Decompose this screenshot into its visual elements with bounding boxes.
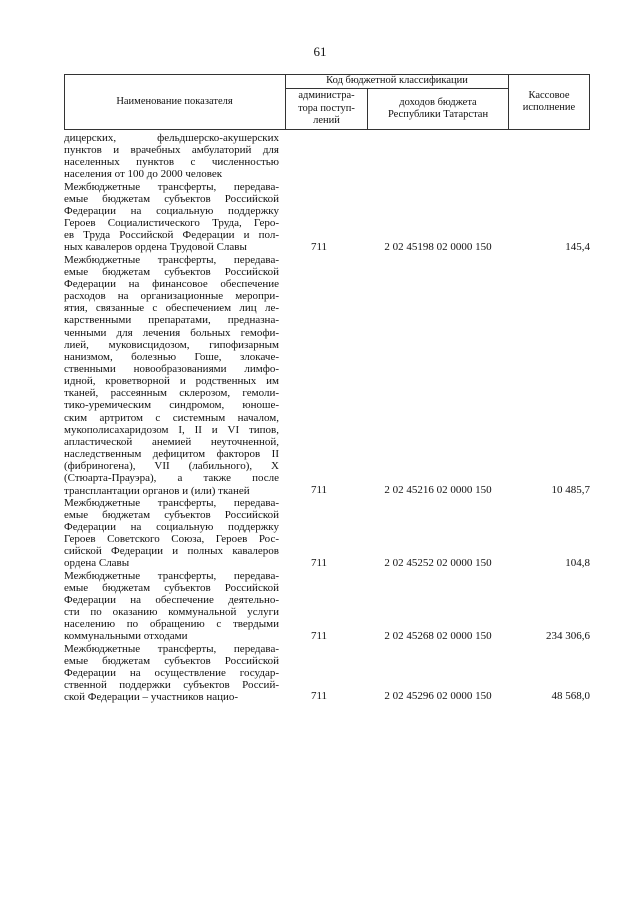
indicator-name-line: ченными для лечения больных гемофи- <box>64 326 279 339</box>
row-codes <box>64 629 590 643</box>
indicator-name-line: Межбюджетные трансферты, передава- <box>64 642 279 655</box>
table-row <box>64 570 590 643</box>
indicator-name-line: емые бюджетам субъектов Российской <box>64 192 279 205</box>
indicator-name-line: Федерации на финансовое обеспечение <box>64 277 279 290</box>
cash-execution: 145,4 <box>565 240 590 253</box>
row-codes <box>64 556 590 570</box>
indicator-name-line: трансплантации органов и (или) тканей <box>64 484 250 497</box>
table-header <box>64 74 590 130</box>
admin-code: 711 <box>310 483 328 496</box>
indicator-name-line: Федерации на социальную поддержку <box>64 521 279 533</box>
indicator-name-line: Межбюджетные трансферты, передава- <box>64 569 279 582</box>
indicator-name-line: Федерации на обеспечение деятельно- <box>64 593 279 606</box>
table-row <box>64 181 590 254</box>
indicator-name-line: Героев Советского Союза, Героев Рос- <box>64 533 279 546</box>
header-budget-code: Код бюджетной классификации <box>326 74 468 86</box>
indicator-name-line: емые бюджетам субъектов Российской <box>64 581 279 594</box>
indicator-name <box>64 254 279 497</box>
income-code: 2 02 45268 02 0000 150 <box>384 629 492 642</box>
row-codes <box>64 240 590 254</box>
indicator-name-line: ским артритом с системным началом, <box>64 411 279 424</box>
indicator-name-line: ордена Славы <box>64 557 130 570</box>
indicator-name-line: населения от 100 до 2000 человек <box>64 168 223 181</box>
row-codes <box>64 167 590 181</box>
page-number: 61 <box>313 44 327 59</box>
indicator-name-line: ных кавалеров ордена Трудовой Славы <box>64 241 247 254</box>
header-income <box>368 89 508 129</box>
indicator-name-line: (фибриногена), VII (лабильного), X <box>64 460 279 473</box>
table-row <box>64 132 590 181</box>
indicator-name-line: емые бюджетам субъектов Российской <box>64 508 279 521</box>
indicator-name-line: Межбюджетные трансферты, передава- <box>64 180 279 193</box>
table-row <box>64 497 590 570</box>
indicator-name-line: лией, муковисцидозом, гипофизарным <box>64 338 279 351</box>
indicator-name-line: емые бюджетам субъектов Российской <box>64 265 279 278</box>
header-line: лений <box>313 115 340 127</box>
indicator-name-line: дицерских, фельдшерско-акушерских <box>64 132 279 144</box>
indicator-name-line: Межбюджетные трансферты, передава- <box>64 253 279 266</box>
indicator-name-line: тико-уремическим синдромом, юноше- <box>64 399 279 412</box>
indicator-name-line: карственными препаратами, предназна- <box>64 314 279 327</box>
indicator-name-line: Федерации на социальную поддержку <box>64 204 279 217</box>
header-line: Республики Татарстан <box>387 109 489 120</box>
indicator-name-line: ской Федерации – участников нацио- <box>64 691 239 704</box>
income-code: 2 02 45296 02 0000 150 <box>384 690 492 703</box>
indicator-name-line: (Стюарта-Прауэра), а также после <box>64 472 279 485</box>
header-line: администра- <box>298 90 355 102</box>
indicator-name-line: коммунальными отходами <box>64 630 188 643</box>
indicator-name-line: населенных пунктов с численностью <box>64 156 279 169</box>
admin-code: 711 <box>310 556 328 569</box>
indicator-name-line: емые бюджетам субъектов Российской <box>64 654 279 667</box>
indicator-name-line: Федерации на осуществление государ- <box>64 666 279 679</box>
table-row <box>64 643 590 704</box>
indicator-name-line: населению по обращению с твердыми <box>64 618 279 631</box>
header-line: тора поступ- <box>298 102 355 114</box>
indicator-name-line: сийской Федерации и полных кавалеров <box>64 545 279 558</box>
indicator-name-line: нанизмом, болезнью Гоше, злокаче- <box>64 350 279 363</box>
header-cash <box>509 74 589 130</box>
indicator-name-line: Межбюджетные трансферты, передава- <box>64 496 279 509</box>
indicator-name-line: ятия, связанные с обеспечением лиц ле- <box>64 302 279 315</box>
admin-code: 711 <box>310 240 328 253</box>
header-line: Кассовое <box>528 89 570 101</box>
income-code: 2 02 45252 02 0000 150 <box>384 556 492 569</box>
header-admin <box>286 89 367 129</box>
income-code: 2 02 45216 02 0000 150 <box>384 483 492 496</box>
admin-code: 711 <box>310 690 328 703</box>
admin-code: 711 <box>310 629 328 642</box>
row-codes <box>64 689 590 703</box>
indicator-name-line: пунктов и врачебных амбулаторий для <box>64 144 279 157</box>
cash-execution: 10 485,7 <box>551 483 590 496</box>
indicator-name-line: сти по оказанию коммунальной услуги <box>64 606 279 619</box>
cash-execution: 48 568,0 <box>551 690 590 703</box>
indicator-name-line: ственной поддержки субъектов Россий- <box>64 679 279 692</box>
table-body <box>64 132 590 703</box>
table-row <box>64 254 590 497</box>
indicator-name-line: расходов на организационные меропри- <box>64 290 279 303</box>
cash-execution: 104,8 <box>565 556 590 569</box>
header-indicator: Наименование показателя <box>116 95 233 107</box>
header-line: исполнение <box>522 102 576 113</box>
row-codes <box>64 483 590 497</box>
indicator-name-line: наследственным дефицитом факторов II <box>64 448 279 461</box>
indicator-name-line: апластической анемией неуточненной, <box>64 435 279 448</box>
cash-execution: 234 306,6 <box>546 629 590 642</box>
indicator-name-line: идной, кроветворной и родственных им <box>64 375 279 388</box>
indicator-name-line: ев Труда Российской Федерации и пол- <box>64 229 279 242</box>
indicator-name-line: Героев Социалистического Труда, Геро- <box>64 217 279 230</box>
indicator-name-line: ственными новообразованиями лимфо- <box>64 362 279 375</box>
income-code: 2 02 45198 02 0000 150 <box>384 240 492 253</box>
header-line: доходов бюджета <box>399 96 477 108</box>
indicator-name-line: тканей, рассеянным склерозом, гемоли- <box>64 387 279 400</box>
indicator-name-line: мукополисахаридозом I, II и VI типов, <box>64 423 279 436</box>
